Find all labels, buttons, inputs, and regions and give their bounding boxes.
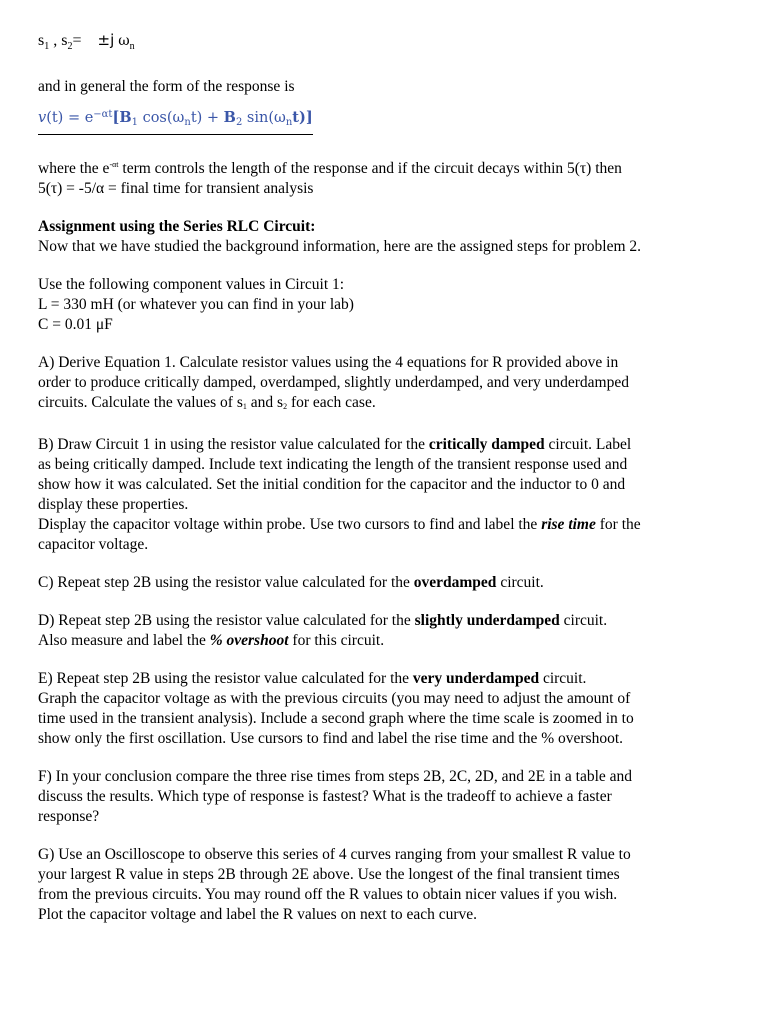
eq-pm-j: ±j — [97, 31, 115, 49]
eq-sub: 2 — [235, 117, 243, 129]
eq-part: (t) = e — [46, 110, 94, 127]
step-c — [38, 573, 738, 593]
where-text: 5(τ) = -5/α = final time for transient analysis — [38, 180, 314, 198]
eq-comma: , s — [49, 32, 68, 49]
eq-part: cos(ω — [137, 110, 185, 127]
response-equation — [38, 105, 738, 135]
eq-part: t) + — [190, 110, 224, 127]
eq-part: t)] — [292, 109, 313, 127]
where-text: where the e — [38, 160, 110, 178]
eq-part: sin(ω — [242, 110, 286, 127]
eq-part: [ — [112, 109, 120, 127]
where-text: term controls the length of the response and if the circuit decays within 5(τ) then — [118, 160, 622, 178]
step-b — [38, 435, 738, 555]
step-a — [38, 353, 738, 417]
step-emphasis: very underdamped — [412, 670, 540, 688]
step-sub: 1 — [242, 402, 247, 412]
step-text: circuit. — [559, 612, 608, 630]
where-paragraph — [38, 155, 738, 199]
component-inductor: L = 330 mH (or whatever you can find in your lab) — [38, 296, 354, 314]
step-sub: 2 — [283, 402, 288, 412]
roots-equation — [38, 30, 738, 57]
component-intro: Use the following component values in Circuit 1: — [38, 276, 345, 294]
step-text: E) Repeat step 2B using the resistor value calculated for the — [38, 670, 413, 688]
step-text: circuit. Label — [544, 436, 632, 454]
step-e — [38, 669, 738, 749]
step-text: time used in the transient analysis). Include a second graph where the time scale is zoomed in to — [38, 710, 634, 728]
eq-b1: B — [119, 109, 132, 127]
step-text: capacitor voltage. — [38, 536, 149, 554]
eq-exponent: −αt — [93, 109, 113, 121]
step-text: A) Derive Equation 1. Calculate resistor values using the 4 equations for R provided above in — [38, 354, 619, 372]
step-text: circuits. Calculate the values of s — [38, 394, 243, 412]
document-page — [38, 30, 738, 943]
assignment-intro: Now that we have studied the background information, here are the assigned steps for problem 2. — [38, 238, 642, 256]
eq-sub: n — [129, 41, 135, 53]
component-values — [38, 275, 738, 335]
step-text: for the — [595, 516, 641, 534]
assignment-heading: Assignment using the Series RLC Circuit: — [38, 218, 316, 236]
step-f — [38, 767, 738, 827]
where-exponent: -αt — [109, 160, 119, 170]
step-text: circuit. — [539, 670, 587, 688]
step-text: discuss the results. Which type of response is fastest? What is the tradeoff to achieve a faster — [38, 788, 612, 806]
step-text: C) Repeat step 2B using the resistor value calculated for the — [38, 574, 414, 592]
eq-v: v — [38, 110, 47, 127]
step-emphasis: critically damped — [428, 436, 545, 454]
assignment-section — [38, 217, 738, 257]
step-text: D) Repeat step 2B using the resistor value calculated for the — [38, 612, 415, 630]
eq-sub: 1 — [44, 41, 50, 53]
general-form-text: and in general the form of the response is — [38, 78, 295, 96]
step-text: Also measure and label the — [38, 632, 210, 650]
eq-s: s — [38, 32, 45, 49]
component-capacitor: C = 0.01 μF — [38, 316, 113, 334]
eq-omega: ω — [118, 33, 130, 49]
step-text: show how it was calculated. Set the initial condition for the capacitor and the inductor to 0 and — [38, 476, 626, 494]
step-text: as being critically damped. Include text indicating the length of the transient response used and — [38, 456, 628, 474]
eq-equals: = — [72, 32, 82, 49]
eq-sub: n — [184, 117, 191, 129]
step-text: for this circuit. — [288, 632, 385, 650]
step-text: from the previous circuits. You may round off the R values to obtain nicer values if you wish. — [38, 886, 618, 904]
step-text: for each case. — [287, 394, 376, 412]
step-text: B) Draw Circuit 1 in using the resistor value calculated for the — [38, 436, 429, 454]
step-text: Plot the capacitor voltage and label the R values on next to each curve. — [38, 906, 478, 924]
step-text: F) In your conclusion compare the three rise times from steps 2B, 2C, 2D, and 2E in a table and — [38, 768, 633, 786]
step-text: and s — [246, 394, 284, 412]
step-emphasis: rise time — [541, 516, 596, 534]
step-text: G) Use an Oscilloscope to observe this series of 4 curves ranging from your smallest R value to — [38, 846, 631, 864]
step-emphasis: slightly underdamped — [414, 612, 560, 630]
step-d — [38, 611, 738, 651]
step-text: Display the capacitor voltage within probe. Use two cursors to find and label the — [38, 516, 542, 534]
step-text: order to produce critically damped, overdamped, slightly underdamped, and very underdamped — [38, 374, 629, 392]
eq-b2: B — [223, 109, 236, 127]
step-g — [38, 845, 738, 925]
eq-sub: 1 — [131, 117, 138, 129]
step-text: circuit. — [496, 574, 544, 592]
step-emphasis: overdamped — [413, 574, 497, 592]
step-text: display these properties. — [38, 496, 189, 514]
step-text: show only the first oscillation. Use cursors to find and label the rise time and the % overshoot. — [38, 730, 624, 748]
step-text: your largest R value in steps 2B through 2E above. Use the longest of the final transient times — [38, 866, 620, 884]
step-text: Graph the capacitor voltage as with the previous circuits (you may need to adjust the amount of — [38, 690, 631, 708]
eq-sub: n — [285, 117, 293, 129]
step-text: response? — [38, 808, 100, 826]
step-emphasis: % overshoot — [209, 632, 289, 650]
eq-sub: 2 — [67, 41, 73, 53]
